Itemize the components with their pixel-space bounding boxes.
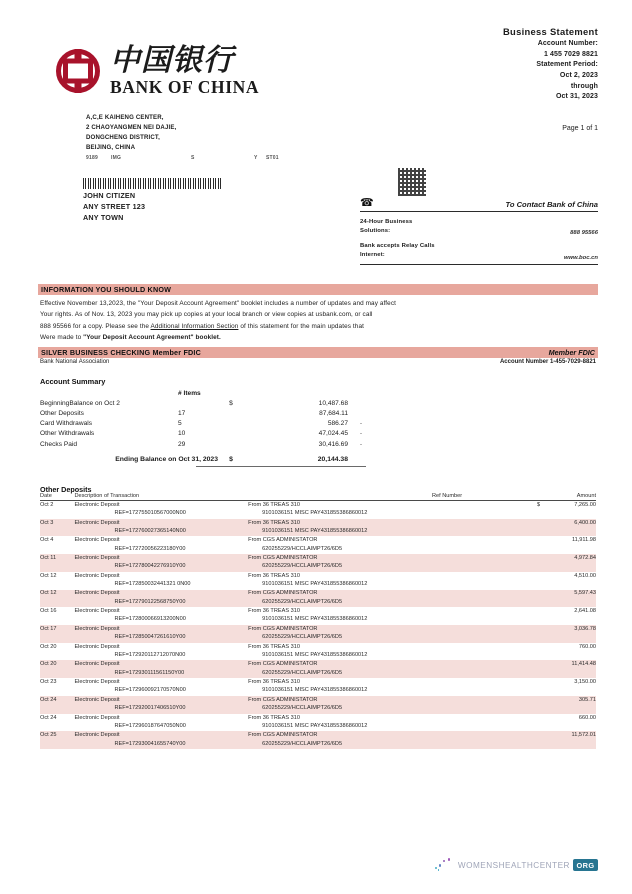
- contact-value-business-phone[interactable]: 888 95566: [570, 230, 598, 237]
- information-line-4b: "Your Deposit Account Agreement" booklet.: [83, 334, 221, 342]
- tx-amount: 6,400.00: [540, 519, 596, 527]
- information-line-3: [40, 321, 580, 332]
- table-row[interactable]: [40, 536, 596, 544]
- summary-amount: 10,487.68: [318, 399, 348, 407]
- tx-date: Oct 12: [40, 590, 74, 598]
- information-line-1: Effective November 13,2023, the "Your Deposit Account Agreement" booklet includes a number of updates and may affect: [40, 300, 396, 307]
- tx-description-2: From CGS ADMINISTATOR: [248, 696, 432, 704]
- summary-row-beginning-balance: [40, 398, 370, 408]
- table-row[interactable]: [40, 678, 596, 686]
- summary-label: Checks Paid: [40, 440, 78, 448]
- tx-ref: REF=172960092170570N00: [114, 687, 186, 694]
- watermark: [435, 858, 598, 872]
- tx-currency: $: [537, 501, 541, 508]
- summary-row-ending-balance: [40, 449, 370, 465]
- tx-ref: REF=172720056223180Y00: [114, 545, 186, 552]
- tx-amount: 11,572.01: [540, 731, 596, 739]
- mail-code-2: IMG: [111, 155, 122, 161]
- table-row[interactable]: [40, 519, 596, 527]
- tx-ref-2: 620255229/HCCLAIMPT26/6D5: [248, 740, 432, 749]
- information-line-2: Your rights. As of Nov. 13, 2023 you may pick up copies at your local branch or view copies at usbank.com, or call: [40, 311, 373, 319]
- tx-description-2: From CGS ADMINISTATOR: [248, 554, 432, 562]
- member-fdic-badge: Member FDIC: [548, 348, 595, 357]
- tx-amount: 4,510.00: [574, 572, 596, 579]
- tx-amount: 5,597.43: [540, 590, 596, 598]
- information-banner-heading: INFORMATION YOU SHOULD KNOW: [41, 285, 172, 294]
- tx-description: Electronic Deposit: [74, 572, 120, 579]
- information-line-3a: 888 95566 for a copy. Please see the: [40, 322, 151, 330]
- tx-ref: REF=172850047261610Y00: [74, 633, 248, 642]
- tx-description-2: From CGS ADMINISTATOR: [248, 731, 432, 739]
- customer-street: ANY STREET 123: [83, 201, 146, 211]
- summary-row-other-deposits: [40, 408, 370, 418]
- tx-ref-2: 620255229/HCCLAIMPT26/6D5: [248, 562, 432, 571]
- tx-ref-2: 9101036151 MISC PAY431855386860012: [262, 651, 368, 658]
- phone-icon: ☎: [360, 197, 374, 209]
- table-row-detail: [40, 704, 596, 713]
- summary-items: 5: [178, 420, 182, 428]
- table-row-detail: [40, 651, 596, 660]
- tx-ref: REF=172850032441321 0N00: [114, 581, 191, 588]
- bank-name-english: BANK OF CHINA: [110, 77, 260, 98]
- tx-description-2: From 36 TREAS 310: [248, 714, 300, 721]
- header-ref-number: Ref Number: [432, 493, 527, 501]
- mail-code-5: ST01: [266, 155, 279, 161]
- tx-ref: REF=172960187647050N00: [114, 722, 186, 729]
- tx-description-2: From CGS ADMINISTATOR: [248, 660, 432, 668]
- table-row-detail: [40, 722, 596, 731]
- contact-header: [360, 198, 598, 212]
- contact-divider: [360, 264, 598, 265]
- tx-description-2: From 36 TREAS 310: [248, 679, 300, 686]
- customer-name: JOHN CITIZEN: [83, 191, 136, 200]
- additional-information-link[interactable]: Additional Information Section: [150, 322, 239, 330]
- tx-description: Electronic Deposit: [74, 679, 120, 686]
- tx-ref-2: 9101036151 MISC PAY431855386860012: [262, 616, 368, 623]
- contact-label-internet: Internet:: [360, 252, 385, 259]
- contact-label-business-a: 24-Hour Business: [360, 219, 413, 225]
- bank-address-line-2: 2 CHAOYANGMEN NEI DAJIE,: [86, 123, 177, 131]
- tx-ref: REF=172930111561150Y00: [74, 669, 248, 678]
- bank-address-line-1: A,C,E KAIHENG CENTER,: [86, 114, 164, 121]
- table-row[interactable]: [40, 660, 596, 668]
- tx-date: Oct 17: [40, 625, 74, 633]
- tx-currency: [527, 536, 540, 544]
- tx-ref-2: 9101036151 MISC PAY431855386860012: [262, 510, 368, 517]
- summary-amount: 30,416.69: [318, 440, 348, 448]
- table-row[interactable]: [40, 501, 596, 510]
- tx-ref: REF=172920017406510Y00: [74, 704, 248, 713]
- tx-description: Electronic Deposit: [74, 554, 248, 562]
- contact-value-website[interactable]: www.boc.cn: [563, 254, 598, 261]
- tx-description-2: From CGS ADMINISTATOR: [248, 590, 432, 598]
- account-summary-body: [40, 388, 370, 465]
- tx-ref-2: 620255229/HCCLAIMPT26/6D5: [248, 598, 432, 607]
- tx-amount: 305.71: [540, 696, 596, 704]
- tx-description: Electronic Deposit: [74, 643, 120, 650]
- information-line-4: [40, 332, 580, 343]
- customer-city: ANY TOWN: [83, 212, 124, 222]
- transactions-body: [40, 501, 596, 750]
- bank-address-line-4: BEIJING, CHINA: [86, 143, 136, 151]
- account-number-label: Account Number:: [537, 40, 598, 47]
- tx-ref: REF=172930041655740Y00: [74, 740, 248, 749]
- tx-amount: 2,641.08: [574, 608, 596, 615]
- tx-date: Oct 20: [40, 660, 74, 668]
- account-summary-header-row: [40, 388, 370, 398]
- bank-of-china-logo-icon: [56, 49, 100, 93]
- tx-currency: [527, 643, 540, 651]
- tx-date: Oct 3: [40, 519, 74, 527]
- tx-date: Oct 24: [40, 714, 57, 721]
- account-number-value: 1 455 7029 8821: [543, 50, 598, 58]
- summary-currency: $: [229, 399, 233, 407]
- summary-label: BeginningBalance on Oct 2: [40, 399, 120, 407]
- summary-items: 10: [178, 430, 186, 438]
- table-row-detail: [40, 616, 596, 625]
- information-line-3b: of this statement for the main updates that: [238, 322, 364, 330]
- transactions-table: [40, 493, 596, 749]
- tx-description-2: From 36 TREAS 310: [248, 519, 432, 527]
- tx-description-2: From 36 TREAS 310: [248, 572, 300, 579]
- summary-label: Other Deposits: [40, 409, 84, 417]
- tx-description-2: From CGS ADMINISTATOR: [248, 625, 432, 633]
- tx-ref-2: 620255229/HCCLAIMPT26/6D5: [248, 633, 432, 642]
- tx-currency: [527, 696, 540, 704]
- tx-description: Electronic Deposit: [74, 590, 248, 598]
- tx-currency: [527, 660, 540, 668]
- tx-date: Oct 25: [40, 731, 74, 739]
- tx-currency: [527, 678, 540, 686]
- tx-date: Oct 23: [40, 679, 57, 686]
- watermark-badge: ORG: [573, 859, 598, 871]
- bank-address-line-3: DONGCHENG DISTRICT,: [86, 133, 160, 141]
- mail-code-4: Y: [254, 155, 258, 161]
- tx-date: Oct 2: [40, 501, 54, 508]
- header-description: Description of Transaction: [74, 493, 248, 501]
- customer-address-block: [83, 178, 223, 223]
- statement-title: Business Statement: [502, 26, 598, 37]
- tx-amount: 660.00: [578, 714, 596, 721]
- summary-items: 29: [178, 440, 186, 448]
- tx-description: Electronic Deposit: [74, 696, 248, 704]
- tx-date: Oct 20: [40, 643, 57, 650]
- contact-label-relay: Bank accepts Relay Calls: [360, 243, 435, 250]
- table-row[interactable]: [40, 696, 596, 704]
- table-row-detail: [40, 669, 596, 678]
- statement-sheet: [38, 0, 598, 894]
- table-row-detail: [40, 740, 596, 749]
- summary-sign: [360, 408, 370, 418]
- mail-code-3: S: [191, 155, 195, 161]
- table-row[interactable]: [40, 607, 596, 615]
- statement-period-start: Oct 2, 2023: [559, 71, 598, 79]
- summary-label: Other Withdrawals: [40, 430, 95, 438]
- statement-period-through: through: [570, 82, 598, 90]
- watermark-dots-icon: [435, 858, 455, 872]
- summary-sign: -: [360, 431, 362, 438]
- summary-currency: [218, 408, 244, 418]
- tx-amount: 3,036.78: [540, 625, 596, 633]
- tx-date: Oct 11: [40, 554, 74, 562]
- tx-description: Electronic Deposit: [74, 660, 248, 668]
- tx-description: Electronic Deposit: [74, 519, 248, 527]
- contact-row-internet: [360, 242, 598, 260]
- bank-name-block: [110, 45, 259, 98]
- tx-currency: [527, 590, 540, 598]
- tx-ref-2: 9101036151 MISC PAY431855386860012: [248, 527, 432, 536]
- tx-currency: [527, 607, 540, 615]
- ending-balance-label: Ending Balance on Oct 31, 2023: [115, 456, 218, 464]
- tx-ref: REF=172760027365140N00: [74, 527, 248, 536]
- bank-name-chinese: 中国银行: [110, 43, 234, 78]
- summary-row-checks-paid: [40, 439, 370, 449]
- summary-currency: [218, 439, 244, 449]
- summary-amount: 87,684.11: [319, 409, 348, 417]
- information-body: [40, 298, 580, 344]
- summary-amount: 47,024.45: [318, 430, 348, 438]
- mail-code-1: 9189: [86, 155, 98, 161]
- summary-sign: -: [360, 441, 362, 448]
- table-row-detail: [40, 562, 596, 571]
- account-banner-heading: SILVER BUSINESS CHECKING Member FDIC: [41, 348, 202, 357]
- ending-balance-amount: 20,144.38: [317, 456, 348, 464]
- tx-date: Oct 24: [40, 696, 74, 704]
- tx-description-2: From 36 TREAS 310: [248, 501, 300, 508]
- tx-description: Electronic Deposit: [74, 714, 120, 721]
- account-subheader: [40, 359, 596, 365]
- summary-currency: [218, 429, 244, 439]
- summary-label: Card Withdrawals: [40, 420, 93, 428]
- contact-row-business-solutions: [360, 218, 598, 236]
- table-row[interactable]: [40, 572, 596, 580]
- account-banner: [38, 347, 598, 358]
- table-row-detail: [40, 580, 596, 589]
- account-summary-title: Account Summary: [40, 377, 106, 386]
- items-header: # Items: [178, 389, 201, 397]
- table-row[interactable]: [40, 590, 596, 598]
- tx-ref: REF=172755010567000N00: [114, 510, 186, 517]
- intelligent-mail-barcode-icon: [83, 178, 223, 189]
- table-row[interactable]: [40, 625, 596, 633]
- tx-currency: [527, 519, 540, 527]
- tx-description: Electronic Deposit: [74, 625, 248, 633]
- tx-description: Electronic Deposit: [74, 608, 120, 615]
- ending-balance-rule: [196, 466, 366, 467]
- table-row-detail: [40, 633, 596, 642]
- contact-title: To Contact Bank of China: [505, 200, 598, 209]
- tx-ref: REF=172790122568750Y00: [74, 598, 248, 607]
- tx-amount: 11,414.48: [540, 660, 596, 668]
- tx-currency: [527, 625, 540, 633]
- tx-date: Oct 4: [40, 537, 54, 544]
- statement-period-end: Oct 31, 2023: [555, 93, 598, 101]
- statement-meta: [368, 26, 598, 103]
- tx-ref-2: 620255229/HCCLAIMPT26/6D5: [262, 545, 343, 552]
- summary-items: [172, 398, 218, 408]
- information-line-4a: Were made to: [40, 334, 84, 342]
- tx-amount: 7,265.00: [574, 501, 596, 508]
- tx-ref-2: 9101036151 MISC PAY431855386860012: [262, 687, 368, 694]
- tx-description: Electronic Deposit: [74, 731, 248, 739]
- tx-description: Electronic Deposit: [74, 501, 120, 508]
- table-row[interactable]: [40, 714, 596, 722]
- page-indicator: Page 1 of 1: [562, 125, 598, 132]
- bank-address: [86, 113, 176, 152]
- transactions-header-row: [40, 493, 596, 501]
- table-row[interactable]: [40, 643, 596, 651]
- tx-date: Oct 12: [40, 572, 57, 579]
- tx-ref-2: 9101036151 MISC PAY431855386860012: [262, 581, 368, 588]
- summary-row-other-withdrawals: [40, 429, 370, 439]
- tx-currency: [527, 714, 540, 722]
- tx-currency: [527, 554, 540, 562]
- statement-period-label: Statement Period:: [536, 61, 598, 69]
- summary-sign: -: [360, 421, 362, 428]
- transactions-section-title: Other Deposits: [40, 485, 92, 494]
- table-row-detail: [40, 686, 596, 695]
- tx-currency: [527, 731, 540, 739]
- table-row-detail: [40, 598, 596, 607]
- table-row[interactable]: [40, 554, 596, 562]
- tx-description-2: From CGS ADMINISTATOR: [248, 537, 318, 544]
- tx-ref: REF=172920112712070N00: [114, 651, 186, 658]
- watermark-text: WOMENSHEALTHCENTER: [457, 860, 570, 870]
- tx-ref-2: 620255229/HCCLAIMPT26/6D5: [248, 669, 432, 678]
- table-row-detail: [40, 509, 596, 518]
- contact-label-business-b: Solutions:: [360, 228, 391, 235]
- ending-balance-currency: $: [229, 456, 233, 464]
- qr-code-icon: [398, 168, 426, 196]
- header-date: Date: [40, 493, 74, 501]
- tx-ref-2: 620255229/HCCLAIMPT26/6D5: [248, 704, 432, 713]
- tx-ref: REF=172800066913200N00: [114, 616, 186, 623]
- summary-amount: 586.27: [327, 420, 348, 428]
- tx-amount: 760.00: [578, 643, 596, 650]
- table-row-detail: [40, 545, 596, 554]
- summary-items: 17: [178, 409, 186, 417]
- tx-ref-2: 9101036151 MISC PAY431855386860012: [262, 722, 368, 729]
- information-banner: [38, 284, 598, 295]
- header-amount: Amount: [540, 493, 596, 501]
- account-summary-table: [40, 388, 370, 465]
- account-number-subheader: Account Number 1-455-7029-8821: [499, 359, 596, 365]
- tx-description-2: From 36 TREAS 310: [248, 643, 300, 650]
- tx-ref: REF=172780042276910Y00: [74, 562, 248, 571]
- summary-row-card-withdrawals: [40, 419, 370, 429]
- tx-date: Oct 16: [40, 608, 57, 615]
- tx-amount: 11,911.98: [571, 537, 596, 544]
- table-row[interactable]: [40, 731, 596, 739]
- tx-currency: [527, 572, 540, 580]
- tx-amount: 4,972.84: [540, 554, 596, 562]
- bank-logo: [56, 45, 259, 98]
- tx-description: Electronic Deposit: [74, 537, 120, 544]
- table-row-detail: [40, 527, 596, 536]
- bank-national-association: Bank National Association: [40, 359, 110, 365]
- transactions-head: [40, 493, 596, 501]
- tx-description-2: From 36 TREAS 310: [248, 608, 300, 615]
- summary-currency: [218, 419, 244, 429]
- contact-box: [360, 198, 598, 265]
- tx-amount: 3,150.00: [574, 679, 596, 686]
- summary-sign: [360, 398, 370, 408]
